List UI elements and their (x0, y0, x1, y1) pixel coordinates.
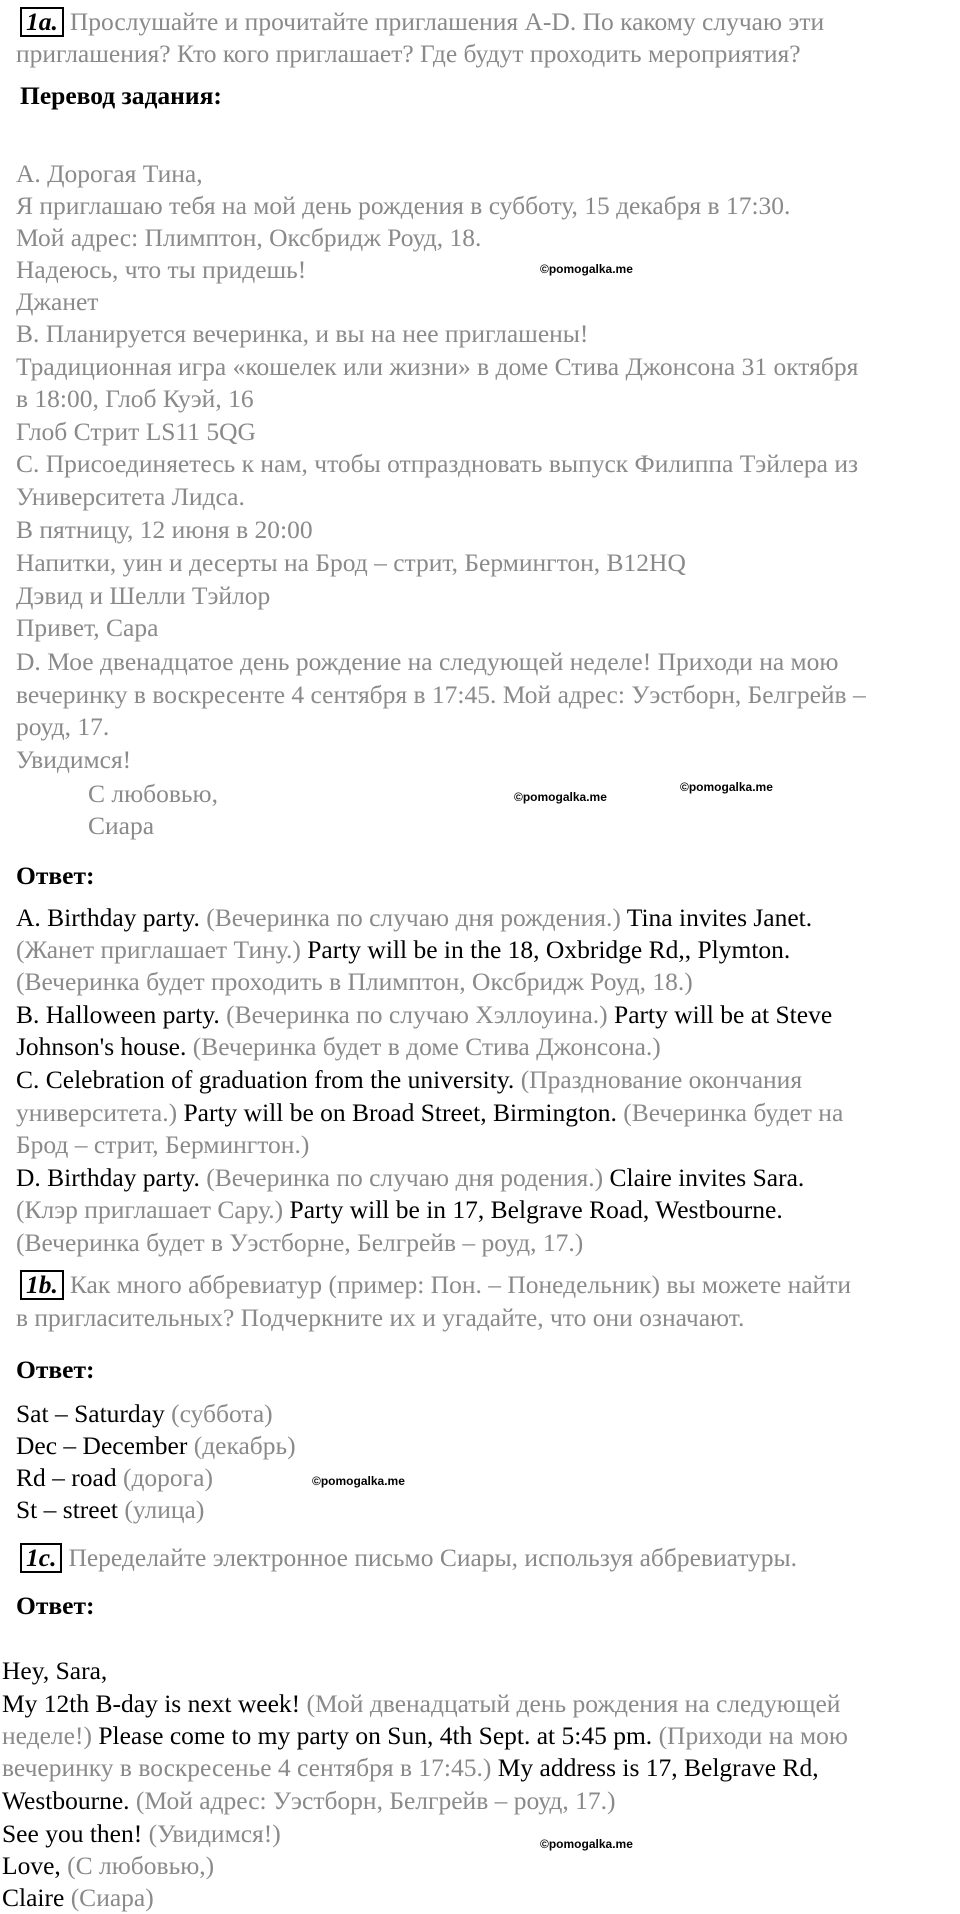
watermark: ©pomogalka.me (540, 1837, 633, 1851)
answer-english-text: Please come to my party on Sun, 4th Sept. at 5:45 pm. (91, 1721, 653, 1750)
answer-translation-text: (Увидимся!) (142, 1819, 281, 1848)
answer-line (2, 1655, 107, 1687)
answer-translation-text: (суббота) (164, 1399, 273, 1428)
translation-line: D. Мое двенадцатое день рождение на следующей неделе! Приходи на мою (16, 647, 839, 676)
answer-translation-text: (Празднование окончания (514, 1065, 803, 1094)
answer-translation-text: (Вечеринка будет на (616, 1098, 844, 1127)
translation-line: вечеринку в воскресенте 4 сентября в 17:45. Мой адрес: Уэстборн, Белгрейв – (16, 680, 866, 709)
watermark: ©pomogalka.me (540, 262, 633, 276)
answer-translation-text: (дорога) (116, 1463, 213, 1492)
translation-line: Я приглашаю тебя на мой день рождения в субботу, 15 декабря в 17:30. (16, 191, 791, 220)
translation-line: Сиара (88, 811, 155, 840)
answer-line (16, 1194, 783, 1226)
translation-line: Мой адрес: Плимптон, Оксбридж Роуд, 18. (16, 223, 482, 252)
answer-line (2, 1882, 154, 1914)
exercise-1b-line-1 (20, 1269, 851, 1301)
answer-line (2, 1785, 616, 1817)
watermark: ©pomogalka.me (680, 780, 773, 794)
exercise-1a-instruction-2: приглашения? Кто кого приглашает? Где будут проходить мероприятия? (16, 39, 801, 68)
answer-line (16, 1031, 661, 1063)
translation-line: в 18:00, Глоб Куэй, 16 (16, 384, 254, 413)
answer-english-text: My 12th B-day is next week! (2, 1689, 301, 1718)
translation-line: C. Присоединяетесь к нам, чтобы отпраздновать выпуск Филиппа Тэйлера из (16, 449, 859, 478)
answer-line (2, 1752, 819, 1784)
answer-english-text: Love, (2, 1851, 61, 1880)
answer-translation-text: (Вечеринка по случаю дня родения.) (199, 1163, 604, 1192)
answer-translation-text: (Жанет приглашает Тину.) (16, 935, 301, 964)
translation-line: Напитки, уин и десерты на Брод – стрит, Бермингтон, B12HQ (16, 548, 686, 577)
answer-line (16, 1162, 804, 1194)
answer-english-text: D. Birthday party. (16, 1163, 200, 1192)
translation-line: Привет, Сара (16, 613, 159, 642)
translation-line: Университета Лидса. (16, 482, 245, 511)
answer-english-text: Rd – road (16, 1463, 117, 1492)
answer-line (16, 1097, 843, 1129)
answer-line (2, 1818, 281, 1850)
translation-line: Традиционная игра «кошелек или жизни» в доме Стива Джонсона 31 октября (16, 352, 859, 381)
translation-line: A. Дорогая Тина, (16, 159, 203, 188)
exercise-1c-instruction: Переделайте электронное письмо Сиары, используя аббревиатуры. (68, 1543, 798, 1572)
answer-translation-text: (Вечеринка будет в Уэстборне, Белгрейв – роуд, 17.) (16, 1228, 584, 1257)
answer-line (2, 1850, 214, 1882)
answer-translation-text: (Вечеринка будет проходить в Плимптон, Оксбридж Роуд, 18.) (16, 967, 693, 996)
answer-english-text: Party will be in 17, Belgrave Road, Westbourne. (283, 1195, 783, 1224)
watermark: ©pomogalka.me (312, 1474, 405, 1488)
answer-translation-text: (Клэр приглашает Сару.) (16, 1195, 284, 1224)
answer-line (16, 1398, 273, 1430)
answer-translation-text: (Сиара) (64, 1883, 154, 1912)
translation-line: Джанет (16, 287, 99, 316)
answer-line (16, 1494, 204, 1526)
exercise-1c-answer-heading: Ответ: (16, 1591, 95, 1620)
answer-translation-text: (Вечеринка по случаю Хэллоуина.) (219, 1000, 608, 1029)
answer-english-text: Claire (2, 1883, 65, 1912)
answer-line (16, 1064, 802, 1096)
exercise-1c-badge: 1c. (20, 1543, 62, 1573)
answer-line (16, 966, 693, 998)
answer-english-text: Party will be on Broad Street, Birmington. (177, 1098, 617, 1127)
exercise-1a-instruction-1: Прослушайте и прочитайте приглашения A-D. По какому случаю эти (69, 7, 825, 36)
answer-line (16, 1227, 583, 1259)
answer-line (16, 1430, 296, 1462)
exercise-1a-line-1 (20, 6, 824, 38)
translation-line: Глоб Стрит LS11 5QG (16, 417, 256, 446)
answer-translation-text: (Приходи на мою (652, 1721, 848, 1750)
answer-english-text: My address is 17, Belgrave Rd, (491, 1753, 819, 1782)
translation-line: роуд, 17. (16, 712, 110, 741)
exercise-1a-answer-heading: Ответ: (16, 861, 95, 890)
answer-line (16, 999, 832, 1031)
answer-translation-text: (улица) (118, 1495, 205, 1524)
answer-english-text: Hey, Sara, (2, 1656, 108, 1685)
watermark: ©pomogalka.me (514, 790, 607, 804)
answer-english-text: Westbourne. (2, 1786, 130, 1815)
answer-line (16, 1462, 213, 1494)
answer-english-text: Party will be in the 18, Oxbridge Rd,, Plymton. (300, 935, 791, 964)
translation-line: В пятницу, 12 июня в 20:00 (16, 515, 313, 544)
translation-line: Дэвид и Шелли Тэйлор (16, 581, 271, 610)
exercise-1b-answer-heading: Ответ: (16, 1355, 95, 1384)
answer-english-text: C. Celebration of graduation from the university. (16, 1065, 515, 1094)
translation-line: С любовью, (88, 779, 218, 808)
answer-translation-text: неделе!) (2, 1721, 92, 1750)
answer-line (2, 1720, 848, 1752)
exercise-1b-badge: 1b. (20, 1270, 64, 1300)
answer-english-text: See you then! (2, 1819, 143, 1848)
answer-english-text: B. Halloween party. (16, 1000, 220, 1029)
answer-english-text: Tina invites Janet. (620, 903, 813, 932)
answer-english-text: Dec – December (16, 1431, 188, 1460)
answer-line (16, 1129, 309, 1161)
answer-translation-text: вечеринку в воскресенье 4 сентября в 17:45.) (2, 1753, 492, 1782)
exercise-1c-line-1 (20, 1542, 797, 1574)
answer-english-text: Claire invites Sara. (603, 1163, 805, 1192)
exercise-1b-instruction-2: в пригласительных? Подчеркните их и угадайте, что они означают. (16, 1303, 745, 1332)
answer-english-text: St – street (16, 1495, 118, 1524)
answer-translation-text: университета.) (16, 1098, 178, 1127)
answer-english-text: Party will be at Steve (607, 1000, 833, 1029)
answer-english-text: Sat – Saturday (16, 1399, 165, 1428)
translation-line: Увидимся! (16, 745, 132, 774)
answer-english-text: A. Birthday party. (16, 903, 200, 932)
answer-translation-text: (Вечеринка по случаю дня рождения.) (199, 903, 621, 932)
answer-translation-text: (Мой адрес: Уэстборн, Белгрейв – роуд, 17.) (129, 1786, 616, 1815)
translation-line: B. Планируется вечеринка, и вы на нее приглашены! (16, 319, 589, 348)
answer-translation-text: (Мой двенадцатый день рождения на следующей (300, 1689, 841, 1718)
answer-translation-text: (С любовью,) (60, 1851, 215, 1880)
answer-translation-text: (декабрь) (187, 1431, 296, 1460)
answer-line (2, 1688, 840, 1720)
answer-translation-text: Брод – стрит, Бермингтон.) (16, 1130, 310, 1159)
translation-heading: Перевод задания: (20, 81, 222, 110)
answer-line (16, 902, 812, 934)
translation-line: Надеюсь, что ты придешь! (16, 255, 307, 284)
exercise-1b-instruction-1: Как много аббревиатур (пример: Пон. – Понедельник) вы можете найти (69, 1270, 851, 1299)
answer-line (16, 934, 790, 966)
exercise-1a-badge: 1a. (20, 7, 64, 37)
answer-english-text: Johnson's house. (16, 1032, 187, 1061)
answer-translation-text: (Вечеринка будет в доме Стива Джонсона.) (186, 1032, 661, 1061)
